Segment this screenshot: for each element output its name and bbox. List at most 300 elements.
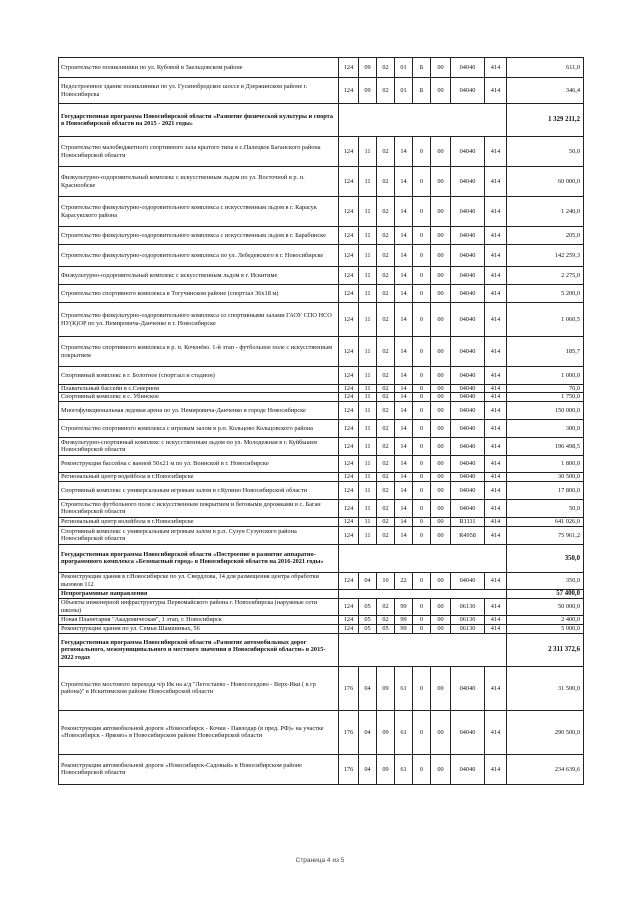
object-name: Плавательный бассейн в с.Северном xyxy=(59,385,339,393)
section-code: 11 xyxy=(359,455,377,472)
event-code: 00 xyxy=(431,481,451,499)
expense-type-code: 414 xyxy=(485,472,507,481)
subsection-code: 02 xyxy=(377,337,395,367)
subprogram-code: 0 xyxy=(413,401,431,419)
subsection-code: 02 xyxy=(377,481,395,499)
direction-code: 04040 xyxy=(451,137,485,167)
grbs-code: 124 xyxy=(339,419,359,437)
program-code: 22 xyxy=(395,572,413,589)
subprogram-code: 0 xyxy=(413,167,431,197)
program-code: 14 xyxy=(395,167,413,197)
event-code: 00 xyxy=(431,78,451,104)
table-row xyxy=(59,615,584,624)
table-row xyxy=(59,455,584,472)
expense-type-code: 414 xyxy=(485,393,507,401)
section-code: 09 xyxy=(359,78,377,104)
amount-value: 142 259,3 xyxy=(507,245,584,267)
direction-code: 06130 xyxy=(451,598,485,615)
table-row xyxy=(59,227,584,245)
direction-code: 04040 xyxy=(451,472,485,481)
event-code: 00 xyxy=(431,572,451,589)
amount-value: 234 639,6 xyxy=(507,754,584,784)
table-row xyxy=(59,710,584,754)
object-name: Реконструкция бассейна с ванной 50х21 м по ул. Воинской в г. Новосибирске xyxy=(59,455,339,472)
amount-value: 2 275,0 xyxy=(507,267,584,285)
grbs-code: 124 xyxy=(339,267,359,285)
budget-table xyxy=(58,57,584,785)
subsection-code: 10 xyxy=(377,572,395,589)
event-code: 00 xyxy=(431,598,451,615)
grbs-code: 124 xyxy=(339,227,359,245)
subprogram-code: Б xyxy=(413,78,431,104)
section-code: 11 xyxy=(359,197,377,227)
section-code: 11 xyxy=(359,267,377,285)
object-name: Физкультурно-оздоровительный комплекс с искусственным льдом по ул. Восточной в р. п. Краснообске xyxy=(59,167,339,197)
object-name: Спортивный комплекс в с. Убинское xyxy=(59,393,339,401)
empty-code-cells xyxy=(339,633,507,666)
grbs-code: 176 xyxy=(339,710,359,754)
subprogram-code: 0 xyxy=(413,572,431,589)
section-code: 11 xyxy=(359,385,377,393)
subsection-code: 02 xyxy=(377,227,395,245)
direction-code: 04040 xyxy=(451,367,485,385)
object-name: Строительство спортивного комплекса в Тогучинском районе (спортзал 36х18 м) xyxy=(59,285,339,303)
subprogram-code: 0 xyxy=(413,517,431,526)
amount-value: 50 000,0 xyxy=(507,598,584,615)
object-name: Объекты инженерной инфраструктуры Первомайского района г. Новосибирска (наружные сети школы) xyxy=(59,598,339,615)
subsection-code: 02 xyxy=(377,303,395,337)
direction-code: 04040 xyxy=(451,437,485,455)
direction-code: R4958 xyxy=(451,526,485,544)
event-code: 00 xyxy=(431,615,451,624)
program-code: 14 xyxy=(395,267,413,285)
direction-code: 04040 xyxy=(451,499,485,517)
table-row xyxy=(59,285,584,303)
subsection-code: 09 xyxy=(377,666,395,710)
table-row xyxy=(59,481,584,499)
object-name: Реконструкция здания в г.Новосибирске по ул. Свердлова, 14 для размещения центра обработки вызовов 112 xyxy=(59,572,339,589)
program-code: 99 xyxy=(395,624,413,633)
grbs-code: 124 xyxy=(339,385,359,393)
expense-type-code: 414 xyxy=(485,624,507,633)
grbs-code: 124 xyxy=(339,499,359,517)
program-code: 14 xyxy=(395,303,413,337)
expense-type-code: 414 xyxy=(485,499,507,517)
direction-code: 04040 xyxy=(451,481,485,499)
table-row xyxy=(59,197,584,227)
grbs-code: 124 xyxy=(339,78,359,104)
direction-code: 06130 xyxy=(451,624,485,633)
program-code: 14 xyxy=(395,197,413,227)
program-code: 01 xyxy=(395,58,413,78)
expense-type-code: 414 xyxy=(485,598,507,615)
expense-type-code: 414 xyxy=(485,303,507,337)
object-name: Строительство поликлиники по ул. Кубовой в Заельцовском районе xyxy=(59,58,339,78)
amount-value: 1 240,0 xyxy=(507,197,584,227)
grbs-code: 124 xyxy=(339,167,359,197)
amount-value: 185,7 xyxy=(507,337,584,367)
event-code: 00 xyxy=(431,245,451,267)
section-code: 05 xyxy=(359,624,377,633)
direction-code: 04040 xyxy=(451,385,485,393)
event-code: 00 xyxy=(431,526,451,544)
subprogram-code: 0 xyxy=(413,754,431,784)
program-code: 14 xyxy=(395,401,413,419)
table-row xyxy=(59,367,584,385)
subsection-code: 02 xyxy=(377,197,395,227)
direction-code: 04040 xyxy=(451,401,485,419)
subprogram-code: 0 xyxy=(413,526,431,544)
subsection-code: 02 xyxy=(377,78,395,104)
direction-code: 04040 xyxy=(451,285,485,303)
event-code: 00 xyxy=(431,167,451,197)
amount-value: 300,0 xyxy=(507,419,584,437)
subsection-code: 02 xyxy=(377,385,395,393)
program-title: Государственная программа Новосибирской области «Развитие физической культуры и спорта в Новосибирской области на 2015 - 2021 годы» xyxy=(59,104,339,137)
section-row xyxy=(59,589,584,598)
section-code: 11 xyxy=(359,393,377,401)
amount-value: 1 750,0 xyxy=(507,393,584,401)
subsection-code: 02 xyxy=(377,455,395,472)
subprogram-code: 0 xyxy=(413,137,431,167)
amount-value: 50,0 xyxy=(507,137,584,167)
event-code: 00 xyxy=(431,754,451,784)
section-code: 11 xyxy=(359,437,377,455)
direction-code: 04040 xyxy=(451,666,485,710)
expense-type-code: 414 xyxy=(485,572,507,589)
expense-type-code: 414 xyxy=(485,455,507,472)
program-code: 14 xyxy=(395,499,413,517)
program-code: 14 xyxy=(395,526,413,544)
program-code: 14 xyxy=(395,472,413,481)
direction-code: 04040 xyxy=(451,78,485,104)
table-row xyxy=(59,337,584,367)
amount-value: 641 026,0 xyxy=(507,517,584,526)
subprogram-code: 0 xyxy=(413,267,431,285)
event-code: 00 xyxy=(431,197,451,227)
program-code: 14 xyxy=(395,393,413,401)
direction-code: 04040 xyxy=(451,227,485,245)
event-code: 00 xyxy=(431,285,451,303)
program-code: 14 xyxy=(395,285,413,303)
program-code: 14 xyxy=(395,367,413,385)
amount-value: 57 400,0 xyxy=(507,589,584,598)
direction-code: 04040 xyxy=(451,572,485,589)
amount-value: 350,0 xyxy=(507,544,584,572)
section-code: 11 xyxy=(359,337,377,367)
section-row xyxy=(59,544,584,572)
direction-code: 04040 xyxy=(451,337,485,367)
object-name: Строительство малобюджетного спортивного зала крытого типа в с.Палецкое Баганского района Новосибирской области xyxy=(59,137,339,167)
object-name: Строительство спортивного комплекса с игровым залом в р.п. Кольцово Кольцовского района xyxy=(59,419,339,437)
subprogram-code: 0 xyxy=(413,303,431,337)
expense-type-code: 414 xyxy=(485,517,507,526)
section-code: 11 xyxy=(359,419,377,437)
grbs-code: 176 xyxy=(339,666,359,710)
program-code: 14 xyxy=(395,455,413,472)
subsection-code: 02 xyxy=(377,615,395,624)
subsection-code: 02 xyxy=(377,393,395,401)
subprogram-code: 0 xyxy=(413,227,431,245)
expense-type-code: 414 xyxy=(485,666,507,710)
table-body xyxy=(59,58,584,785)
section-code: 04 xyxy=(359,572,377,589)
object-name: Строительство мостового перехода ч/р Ик на а/д "Легостаево - Новососедово - Верх-Ики ( в гр района)" в Искитимском районе Новосибирской области xyxy=(59,666,339,710)
program-code: 61 xyxy=(395,754,413,784)
section-code: 11 xyxy=(359,137,377,167)
program-title: Государственная программа Новосибирской области «Развитие автомобильных дорог регионального, межмуниципального и местного значения в Новосибирской области» в 2015-2022 годах xyxy=(59,633,339,666)
table-row xyxy=(59,666,584,710)
expense-type-code: 414 xyxy=(485,481,507,499)
table-row xyxy=(59,437,584,455)
expense-type-code: 414 xyxy=(485,526,507,544)
subsection-code: 02 xyxy=(377,526,395,544)
grbs-code: 124 xyxy=(339,624,359,633)
section-code: 11 xyxy=(359,517,377,526)
table-row xyxy=(59,245,584,267)
subsection-code: 09 xyxy=(377,754,395,784)
object-name: Новая Планетария "Академическая", 1 этап, г. Новосибирск xyxy=(59,615,339,624)
event-code: 00 xyxy=(431,455,451,472)
subprogram-code: 0 xyxy=(413,385,431,393)
grbs-code: 124 xyxy=(339,303,359,337)
subprogram-code: 0 xyxy=(413,337,431,367)
subprogram-code: 0 xyxy=(413,367,431,385)
section-code: 11 xyxy=(359,401,377,419)
expense-type-code: 414 xyxy=(485,267,507,285)
subsection-code: 02 xyxy=(377,419,395,437)
expense-type-code: 414 xyxy=(485,167,507,197)
expense-type-code: 414 xyxy=(485,615,507,624)
grbs-code: 124 xyxy=(339,58,359,78)
subprogram-code: 0 xyxy=(413,666,431,710)
object-name: Спортивный комплекс в г. Болотное (спортзал и стадион) xyxy=(59,367,339,385)
subsection-code: 02 xyxy=(377,285,395,303)
table-row xyxy=(59,58,584,78)
object-name: Региональный центр волейбола в г.Новосибирске xyxy=(59,517,339,526)
expense-type-code: 414 xyxy=(485,227,507,245)
event-code: 00 xyxy=(431,624,451,633)
table-row xyxy=(59,167,584,197)
expense-type-code: 414 xyxy=(485,58,507,78)
table-row xyxy=(59,526,584,544)
grbs-code: 124 xyxy=(339,615,359,624)
table-row xyxy=(59,267,584,285)
expense-type-code: 414 xyxy=(485,754,507,784)
amount-value: 196 498,5 xyxy=(507,437,584,455)
subprogram-code: 0 xyxy=(413,197,431,227)
section-code: 11 xyxy=(359,285,377,303)
subsection-code: 09 xyxy=(377,710,395,754)
table-row xyxy=(59,78,584,104)
amount-value: 1 000,0 xyxy=(507,367,584,385)
section-code: 11 xyxy=(359,367,377,385)
program-title: Государственная программа Новосибирской области «Построение и развитие аппаратно-программного комплекса «Безопасный город» в Новосибирской области на 2016-2021 годы» xyxy=(59,544,339,572)
event-code: 00 xyxy=(431,337,451,367)
subprogram-code: 0 xyxy=(413,419,431,437)
subprogram-code: 0 xyxy=(413,472,431,481)
subsection-code: 02 xyxy=(377,137,395,167)
program-code: 61 xyxy=(395,710,413,754)
table-row xyxy=(59,499,584,517)
section-code: 11 xyxy=(359,499,377,517)
section-code: 11 xyxy=(359,245,377,267)
direction-code: 04040 xyxy=(451,58,485,78)
amount-value: 1 060,5 xyxy=(507,303,584,337)
subprogram-code: 0 xyxy=(413,481,431,499)
grbs-code: 124 xyxy=(339,245,359,267)
section-code: 04 xyxy=(359,666,377,710)
direction-code: 04040 xyxy=(451,267,485,285)
amount-value: 290 500,0 xyxy=(507,710,584,754)
object-name: Строительство физкультурно-оздоровительного комплекса с искусственным льдом в г. Карасук Карасукского района xyxy=(59,197,339,227)
table-row xyxy=(59,303,584,337)
table-row xyxy=(59,385,584,393)
amount-value: 5 000,0 xyxy=(507,624,584,633)
section-code: 11 xyxy=(359,167,377,197)
section-code: 11 xyxy=(359,481,377,499)
section-row xyxy=(59,104,584,137)
subprogram-code: 0 xyxy=(413,393,431,401)
program-code: 14 xyxy=(395,437,413,455)
subsection-code: 02 xyxy=(377,58,395,78)
amount-value: 346,4 xyxy=(507,78,584,104)
section-code: 11 xyxy=(359,526,377,544)
table-row xyxy=(59,419,584,437)
expense-type-code: 414 xyxy=(485,401,507,419)
expense-type-code: 414 xyxy=(485,367,507,385)
amount-value: 150 000,0 xyxy=(507,401,584,419)
grbs-code: 124 xyxy=(339,393,359,401)
program-code: 61 xyxy=(395,666,413,710)
event-code: 00 xyxy=(431,437,451,455)
amount-value: 60 000,0 xyxy=(507,167,584,197)
subprogram-code: 0 xyxy=(413,437,431,455)
table-row xyxy=(59,472,584,481)
event-code: 00 xyxy=(431,367,451,385)
direction-code: 04040 xyxy=(451,710,485,754)
amount-value: 350,0 xyxy=(507,572,584,589)
direction-code: 04040 xyxy=(451,167,485,197)
object-name: Реконструкция автомобильной дороги «Новосибирск-Садовый» в Новосибирском районе Новосибирской области xyxy=(59,754,339,784)
grbs-code: 124 xyxy=(339,337,359,367)
event-code: 00 xyxy=(431,227,451,245)
event-code: 00 xyxy=(431,58,451,78)
event-code: 00 xyxy=(431,499,451,517)
subsection-code: 05 xyxy=(377,624,395,633)
direction-code: 04040 xyxy=(451,455,485,472)
amount-value: 611,0 xyxy=(507,58,584,78)
table-row xyxy=(59,754,584,784)
expense-type-code: 414 xyxy=(485,437,507,455)
grbs-code: 124 xyxy=(339,455,359,472)
grbs-code: 124 xyxy=(339,572,359,589)
program-code: 14 xyxy=(395,517,413,526)
subprogram-code: Б xyxy=(413,58,431,78)
grbs-code: 124 xyxy=(339,598,359,615)
object-name: Строительство физкультурно-оздоровительного комплекса с искусственным льдом в г. Барабинске xyxy=(59,227,339,245)
grbs-code: 124 xyxy=(339,137,359,167)
event-code: 00 xyxy=(431,517,451,526)
object-name: Реконструкция автомобильной дороги «Новосибирск - Кочки - Павлодар (в пред. РФ)» на участке «Новосибирск - Ярково» в Новосибирском районе Новосибирской области xyxy=(59,710,339,754)
empty-code-cells xyxy=(339,589,507,598)
subprogram-code: 0 xyxy=(413,285,431,303)
subsection-code: 02 xyxy=(377,598,395,615)
subprogram-code: 0 xyxy=(413,710,431,754)
table-row xyxy=(59,598,584,615)
subprogram-code: 0 xyxy=(413,455,431,472)
object-name: Физкультурно-оздоровительный комплекс с искусственным льдом в г. Искитиме xyxy=(59,267,339,285)
amount-value: 30 500,0 xyxy=(507,472,584,481)
grbs-code: 124 xyxy=(339,401,359,419)
event-code: 00 xyxy=(431,666,451,710)
object-name: Многофункциональная ледовая арена по ул. Немировича-Данченко в городе Новосибирске xyxy=(59,401,339,419)
program-code: 99 xyxy=(395,615,413,624)
expense-type-code: 414 xyxy=(485,419,507,437)
object-name: Реконструкция здания по ул. Семьи Шамшиных, 56 xyxy=(59,624,339,633)
program-code: 14 xyxy=(395,385,413,393)
object-name: Строительство физкультурно-оздоровительного комплекса со спортивными залами ГАОУ СПО НСО НУ(К)ОР по ул. Немировича-Данченко в г. Новосибирске xyxy=(59,303,339,337)
section-code: 11 xyxy=(359,303,377,337)
amount-value: 1 800,0 xyxy=(507,455,584,472)
object-name: Строительство физкультурно-оздоровительного комплекса по ул. Лебедевского в г. Новосибирске xyxy=(59,245,339,267)
subsection-code: 02 xyxy=(377,499,395,517)
object-name: Строительство футбольного поля с искусственным покрытием и беговыми дорожками в с. Баган Новосибирской области xyxy=(59,499,339,517)
expense-type-code: 414 xyxy=(485,285,507,303)
object-name: Недостроенное здание поликлиники по ул. Гусинобродское шоссе в Дзержинском районе г. Новосибирска xyxy=(59,78,339,104)
program-code: 01 xyxy=(395,78,413,104)
event-code: 00 xyxy=(431,472,451,481)
amount-value: 70,0 xyxy=(507,385,584,393)
grbs-code: 124 xyxy=(339,526,359,544)
program-title: Непрограммные направления xyxy=(59,589,339,598)
program-code: 14 xyxy=(395,419,413,437)
grbs-code: 124 xyxy=(339,481,359,499)
section-code: 05 xyxy=(359,598,377,615)
table-row xyxy=(59,572,584,589)
section-row xyxy=(59,633,584,666)
program-code: 14 xyxy=(395,481,413,499)
subsection-code: 02 xyxy=(377,267,395,285)
direction-code: 06130 xyxy=(451,615,485,624)
grbs-code: 124 xyxy=(339,285,359,303)
object-name: Физкультурно-спортивный комплекс с искусственным льдом по ул. Молодежная в г. Куйбышев Новосибирской области xyxy=(59,437,339,455)
program-code: 14 xyxy=(395,137,413,167)
object-name: Спортивный комплекс с универсальным игровым залом в р.п. Сузун Сузунского района Новосибирской области xyxy=(59,526,339,544)
empty-code-cells xyxy=(339,104,507,137)
subsection-code: 02 xyxy=(377,245,395,267)
section-code: 04 xyxy=(359,710,377,754)
object-name: Строительство спортивного комплекса в р. п. Коченёво. 1-й этап - футбольное поле с искусственным покрытием xyxy=(59,337,339,367)
event-code: 00 xyxy=(431,267,451,285)
grbs-code: 124 xyxy=(339,367,359,385)
section-code: 09 xyxy=(359,58,377,78)
grbs-code: 124 xyxy=(339,197,359,227)
amount-value: 31 500,0 xyxy=(507,666,584,710)
direction-code: R1111 xyxy=(451,517,485,526)
expense-type-code: 414 xyxy=(485,78,507,104)
subsection-code: 02 xyxy=(377,167,395,197)
subprogram-code: 0 xyxy=(413,624,431,633)
program-code: 14 xyxy=(395,227,413,245)
empty-code-cells xyxy=(339,544,507,572)
table-row xyxy=(59,393,584,401)
table-row xyxy=(59,137,584,167)
section-code: 05 xyxy=(359,615,377,624)
subprogram-code: 0 xyxy=(413,598,431,615)
expense-type-code: 414 xyxy=(485,137,507,167)
table-row xyxy=(59,401,584,419)
